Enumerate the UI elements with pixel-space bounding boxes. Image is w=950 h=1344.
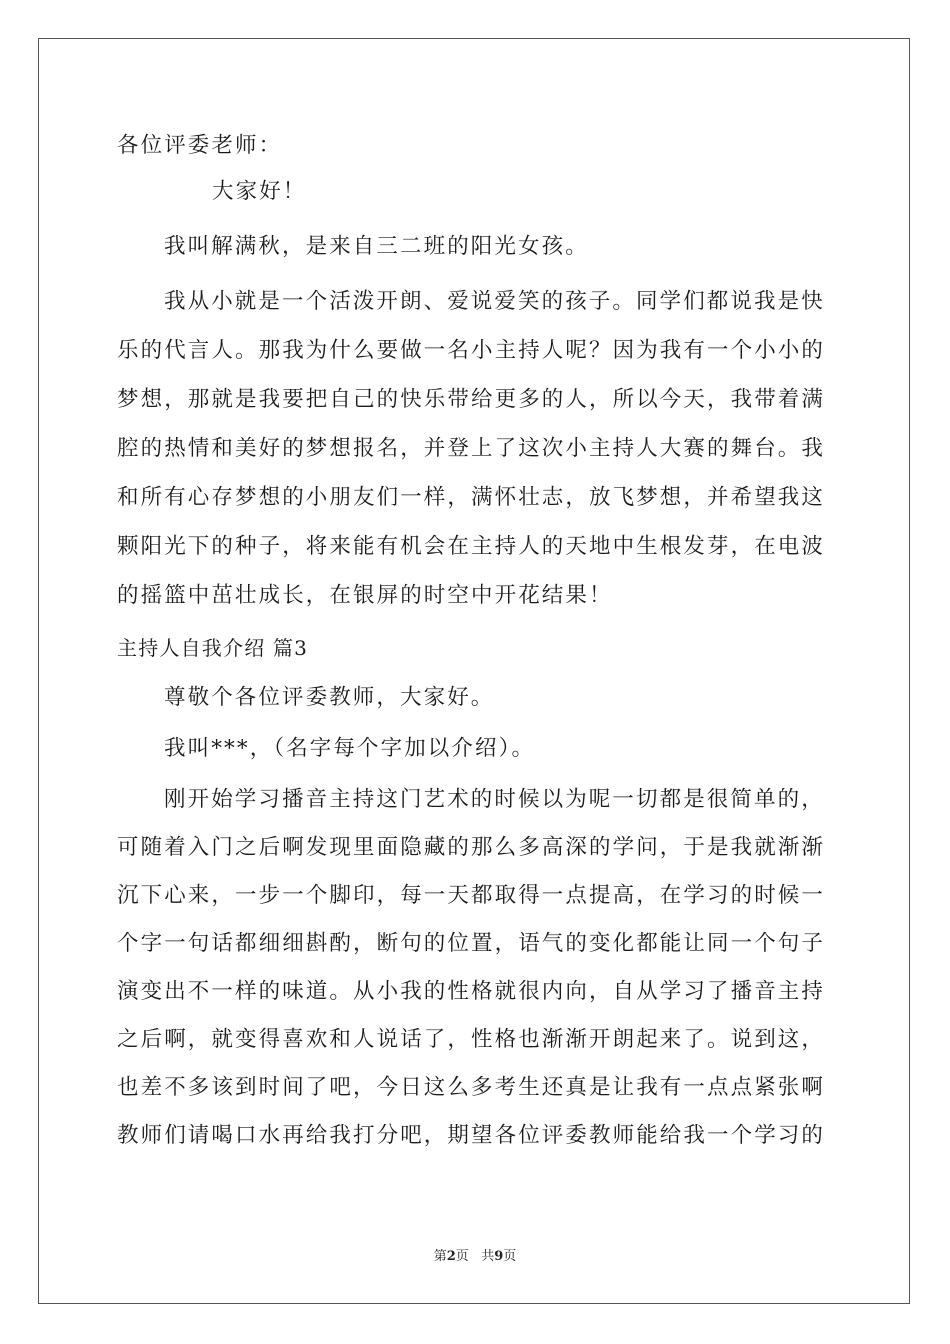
salutation: 各位评委老师：: [117, 133, 283, 158]
total-pages-number: 9: [494, 1249, 504, 1264]
paragraph-line: 之后啊，就变得喜欢和人说话了，性格也渐渐开朗起来了。说到这，: [117, 1027, 826, 1052]
current-page-number: 2: [446, 1249, 456, 1264]
paragraph-line: 我叫***，（名字每个字加以介绍）。: [164, 736, 536, 761]
paragraph-line: 梦想，那就是我要把自己的快乐带给更多的人，所以今天，我带着满: [117, 387, 826, 412]
page-prefix: 第: [433, 1249, 447, 1264]
paragraph-line: 尊敬个各位评委教师，大家好。: [164, 685, 495, 710]
total-suffix: 页: [503, 1249, 517, 1264]
page-suffix: 页: [455, 1249, 469, 1264]
paragraph-line: 可随着入门之后啊发现里面隐藏的那么多高深的学问，于是我就渐渐: [117, 835, 826, 860]
paragraph-line: 乐的代言人。那我为什么要做一名小主持人呢？因为我有一个小小的: [117, 338, 826, 363]
paragraph-line: 刚开始学习播音主持这门艺术的时候以为呢一切都是很简单的，: [164, 787, 825, 812]
paragraph-line: 腔的热情和美好的梦想报名，并登上了这次小主持人大赛的舞台。我: [117, 436, 826, 461]
paragraph-line: 我从小就是一个活泼开朗、爱说爱笑的孩子。同学们都说我是快: [164, 289, 825, 314]
paragraph-line: 和所有心存梦想的小朋友们一样，满怀壮志，放飞梦想，并希望我这: [117, 485, 826, 510]
paragraph-line: 演变出不一样的味道。从小我的性格就很内向，自从学习了播音主持: [117, 979, 826, 1004]
paragraph-line: 颗阳光下的种子，将来能有机会在主持人的天地中生根发芽，在电波: [117, 534, 826, 559]
section-heading: 主持人自我介绍 篇3: [117, 636, 309, 660]
page-footer: [0, 1245, 950, 1264]
paragraph-line: 教师们请喝口水再给我打分吧，期望各位评委教师能给我一个学习的: [117, 1123, 826, 1148]
paragraph-line: 也差不多该到时间了吧，今日这么多考生还真是让我有一点点紧张啊: [117, 1075, 826, 1100]
paragraph-line: 的摇篮中茁壮成长，在银屏的时空中开花结果！: [117, 583, 613, 608]
paragraph-line: 沉下心来，一步一个脚印，每一天都取得一点提高，在学习的时候一: [117, 883, 826, 908]
paragraph-line: 我叫解满秋，是来自三二班的阳光女孩。: [164, 234, 589, 259]
total-prefix: 共: [481, 1249, 495, 1264]
paragraph-line: 个字一句话都细细斟酌，断句的位置，语气的变化都能让同一个句子: [117, 931, 826, 956]
greeting: 大家好！: [212, 179, 307, 204]
